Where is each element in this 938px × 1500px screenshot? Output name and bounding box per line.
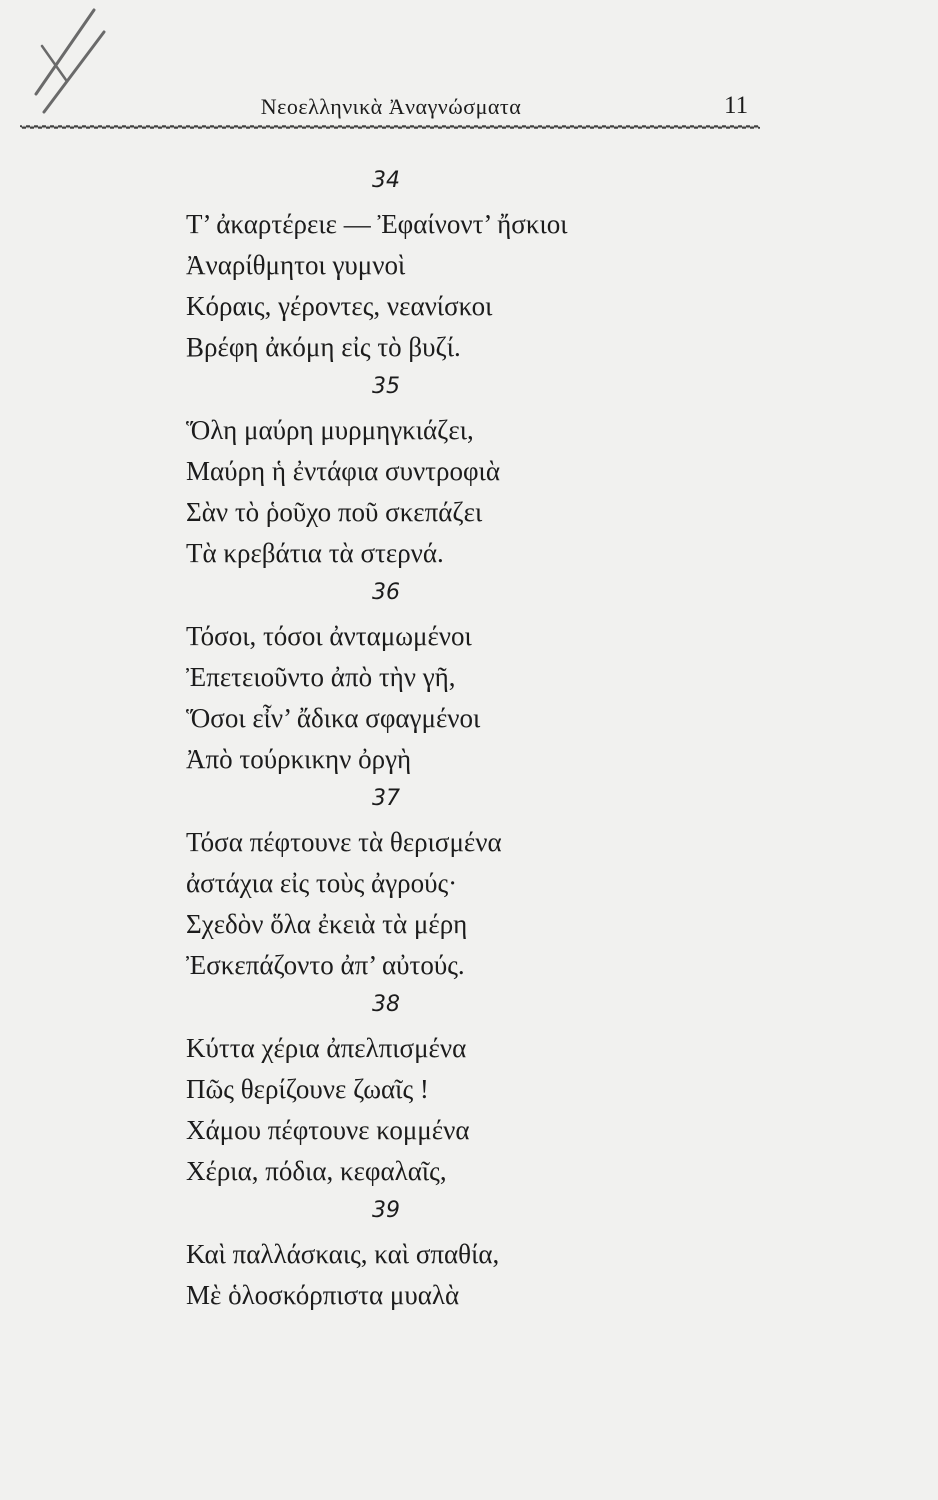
page-number: 11 [724,92,749,119]
verse-line: Σχεδὸν ὅλα ἐκειὰ τὰ μέρη [186,909,468,939]
page-header [0,0,938,135]
stanza [186,162,746,368]
verse-line: Ἀπὸ τούρκικην ὀργὴ [186,744,412,774]
verse-line: Ὅσοι εἶν’ ἄδικα σφαγμένοι [186,703,481,733]
stanza-number: 39 [372,1198,400,1223]
verse-line: Χάμου πέφτουνε κομμένα [186,1115,470,1145]
stanza [186,1192,746,1316]
stanza-number: 37 [372,786,400,811]
stanza [186,368,746,574]
header-wavy-rule [20,124,760,130]
verse-line: Τόσοι, τόσοι ἀνταμωμένοι [186,621,472,651]
verse-line: Τὰ κρεβάτια τὰ στερνά. [186,538,444,568]
verse-line: Σὰν τὸ ῥοῦχο ποῦ σκεπάζει [186,497,483,527]
running-title: Νεοελληνικὰ Ἀναγνώσματα [260,94,522,119]
verse-line: Πῶς θερίζουνε ζωαῖς ! [186,1074,429,1104]
stanza [186,986,746,1192]
stanza-number: 38 [372,992,400,1017]
verse-line: Τ’ ἀκαρτέρειε — Ἐφαίνοντ’ ἤσκιοι [186,209,568,239]
verse-line: Μαύρη ἡ ἐντάφια συντροφιὰ [186,456,500,486]
verse-line: Κύττα χέρια ἀπελπισμένα [186,1033,467,1063]
stanza [186,780,746,986]
stanza-number: 35 [372,374,400,399]
poem-body [186,162,746,1316]
verse-line: Ἐσκεπάζοντο ἀπ’ αὐτούς. [186,950,465,980]
verse-line: Βρέφη ἀκόμη εἰς τὸ βυζί. [186,332,461,362]
verse-line: Χέρια, πόδια, κεφαλαῖς, [186,1156,447,1186]
verse-line: Ὅλη μαύρη μυρμηγκιάζει, [186,415,474,445]
verse-line: ἀστάχια εἰς τοὺς ἀγρούς· [186,868,458,898]
verse-line: Ἐπετειοῦντο ἀπὸ τὴν γῆ, [186,662,456,692]
verse-line: Καὶ παλλάσκαις, καὶ σπαθία, [186,1239,500,1269]
verse-line: Τόσα πέφτουνε τὰ θερισμένα [186,827,502,857]
stanza-number: 34 [372,168,400,193]
verse-line: Ἀναρίθμητοι γυμνοὶ [186,250,406,280]
stanza-number: 36 [372,580,400,605]
verse-line: Μὲ ὁλοσκόρπιστα μυαλὰ [186,1280,460,1310]
stanza [186,574,746,780]
verse-line: Κόραις, γέροντες, νεανίσκοι [186,291,493,321]
